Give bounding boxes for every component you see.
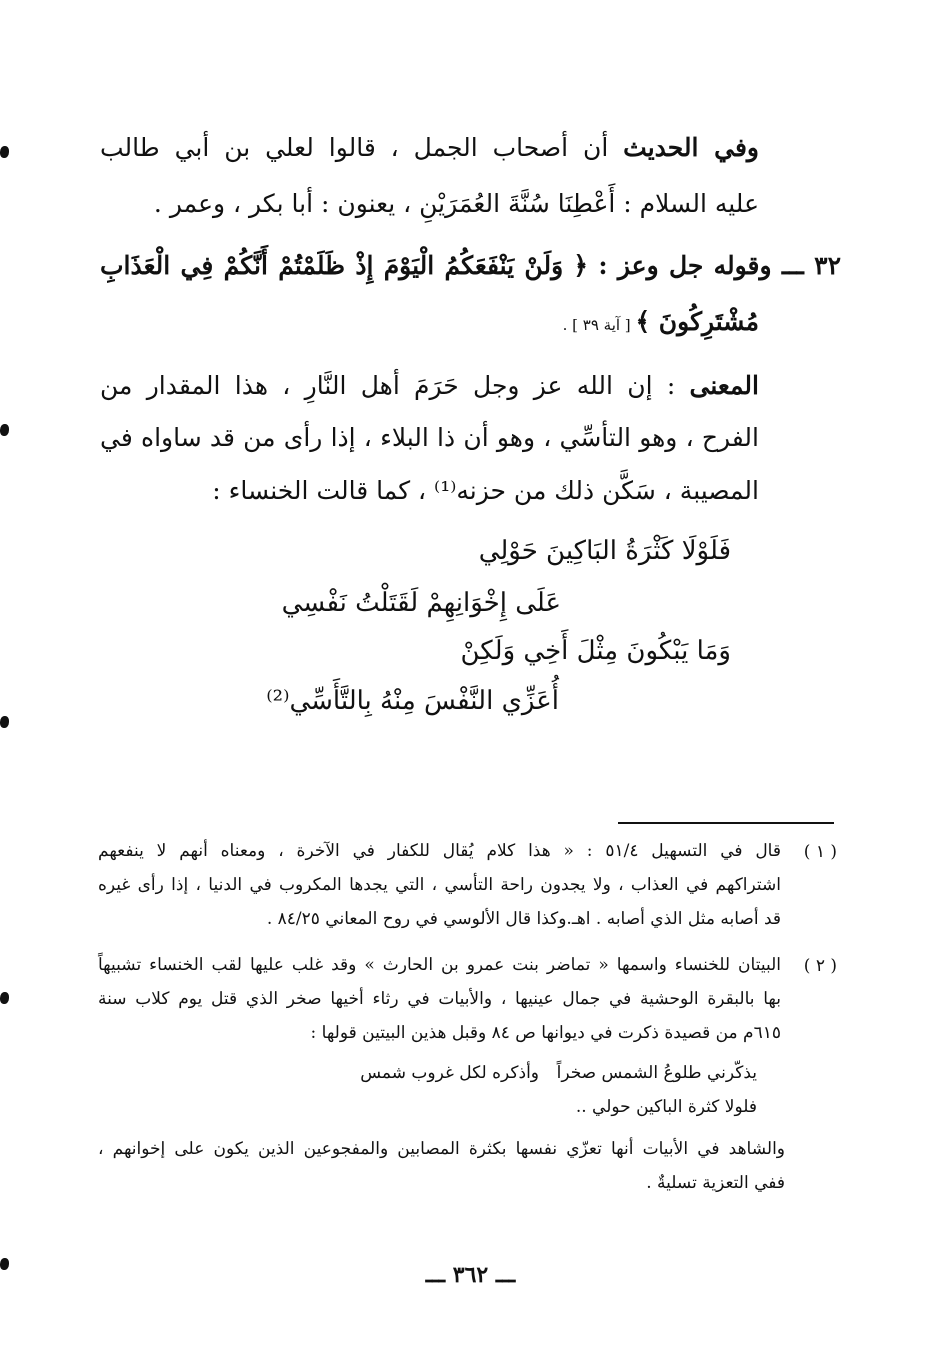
footnote-2-line-5: ففي التعزية تسليةٌ . — [646, 1173, 785, 1193]
footnote-2-verse-2: فلولا كثرة الباكين حولي .. — [575, 1097, 757, 1117]
meaning-line-3: المصيبة ، سَكَّن ذلك من حزنه⁽¹⁾ ، كما قالت الخنساء : — [212, 476, 759, 505]
footnote-2-line-2: بها بالبقرة الوحشية في جمال عينيها ، والأبيات في رثاء أخيها صخر الذي قتل يوم كلاب سنة — [98, 989, 781, 1009]
footnote-2-verse-1a: يذكّرني طلوعُ الشمس صخراً — [556, 1063, 757, 1083]
verse-32-line-1 — [100, 250, 841, 283]
poem-verse-1: فَلَوْلَا كَثْرَةُ البَاكِينَ حَوْلِي — [478, 536, 731, 566]
poem-verse-3: وَمَا يَبْكُونَ مِثْلَ أَخِي وَلَكِنْ — [460, 636, 731, 666]
verse-32-intro: ٣٢ ـــ وقوله جل وعز : — [588, 251, 841, 280]
meaning-lead: المعنى — [689, 371, 759, 400]
footnote-2-line-4: والشاهد في الأبيات أنها تعزّي نفسها بكثرة المصابين والمفجوعين الذين يكون على إخوانهم ، — [98, 1139, 785, 1159]
quran-text: ﴿ وَلَنْ يَنْفَعَكُمُ الْيَوْمَ إِذْ ظَلَمْتُمْ أَنَّكُمْ فِي الْعَذَابِ — [100, 251, 589, 280]
hadith-line-2: عليه السلام : أَعْطِنَا سُنَّةَ العُمَرَيْنِ ، يعنون : أبا بكر ، وعمر . — [153, 189, 759, 218]
footnote-1-line-2: اشتراكهم في العذاب ، ولا يجدون راحة التأسي ، التي يجدها المكروب في الدنيا ، إذا رأى غيره — [98, 875, 781, 895]
quran-text-end: مُشْتَرِكُونَ ﴾ — [635, 307, 759, 336]
hadith-lead: وفي الحديث — [623, 133, 759, 162]
page-number: ـــ ٣٦٢ ـــ — [425, 1262, 516, 1288]
footnote-2-line-3: ٦١٥م من قصيدة ذكرت في ديوانها ص ٨٤ وقبل هذين البيتين قولها : — [310, 1023, 781, 1043]
scan-mark — [0, 424, 9, 436]
footnote-1-line-1: قال في التسهيل ٥١/٤ : « هذا كلام يُقال للكفار في الآخرة ، ومعناه أنهم لا ينفعهم — [98, 841, 781, 861]
meaning-line-1: المعنى : إن الله عز وجل حَرَمَ أهل النَّارِ ، هذا المقدار من — [100, 371, 759, 400]
verse-32-line-2 — [563, 306, 759, 339]
poem-verse-2: عَلَى إِخْوَانِهِمْ لَقَتَلْتُ نَفْسِي — [281, 588, 561, 618]
scan-mark — [0, 146, 9, 158]
hadith-line-1: وفي الحديث أن أصحاب الجمل ، قالوا لعلي بن أبي طالب — [100, 133, 759, 162]
footnote-2-line-1: البيتان للخنساء واسمها « تماضر بنت عمرو بن الحارث » وقد غلب عليها لقب الخنساء تشبيهاً — [98, 955, 781, 975]
scan-mark — [0, 992, 9, 1004]
footnote-1-number: ( ١ ) — [803, 842, 837, 862]
footnote-1-line-3: قد أصابه مثل الذي أصابه . اهـ.وكذا قال الألوسي في روح المعاني ٨٤/٢٥ . — [266, 909, 781, 929]
poem-verse-4: أُعَزِّي النَّفْسَ مِنْهُ بِالتَّأَسِّي⁽²⁾ — [266, 686, 559, 716]
footnote-2-verse-1b: وأذكره لكل غروب شمس — [360, 1063, 539, 1083]
scan-mark — [0, 716, 9, 728]
ayah-reference: [ آية ٣٩ ] . — [562, 316, 636, 334]
footnote-2-number: ( ٢ ) — [803, 956, 837, 976]
meaning-line-2: الفرح ، وهو التأسِّي ، وهو أن ذا البلاء ، إذا رأى من قد ساواه في — [100, 423, 759, 452]
footnote-separator — [618, 822, 834, 824]
